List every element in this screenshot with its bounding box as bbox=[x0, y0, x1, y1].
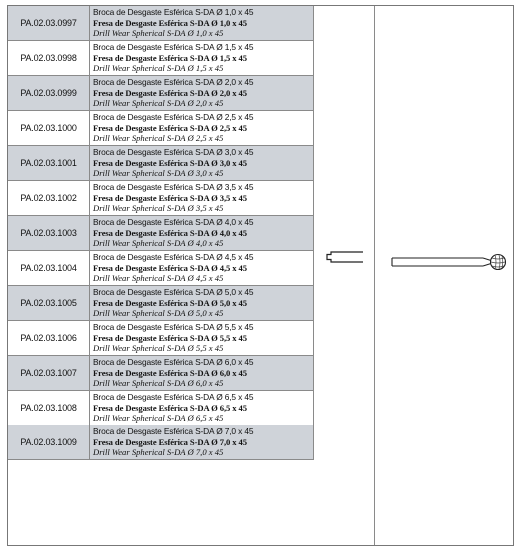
description-en: Drill Wear Spherical S-DA Ø 1,0 x 45 bbox=[93, 28, 224, 38]
product-description bbox=[90, 425, 314, 459]
description-pt: Broca de Desgaste Esférica S-DA Ø 2,5 x 45 bbox=[93, 112, 254, 122]
product-code: PA.02.03.0999 bbox=[8, 76, 90, 110]
product-description bbox=[90, 111, 314, 145]
product-code: PA.02.03.0998 bbox=[8, 41, 90, 75]
description-pt: Broca de Desgaste Esférica S-DA Ø 4,5 x 45 bbox=[93, 252, 254, 262]
description-pt: Broca de Desgaste Esférica S-DA Ø 7,0 x 45 bbox=[93, 426, 254, 436]
description-pt: Broca de Desgaste Esférica S-DA Ø 1,5 x 45 bbox=[93, 42, 254, 52]
description-en: Drill Wear Spherical S-DA Ø 5,5 x 45 bbox=[93, 343, 224, 353]
description-es: Fresa de Desgaste Esférica S-DA Ø 5,0 x 45 bbox=[93, 297, 247, 308]
description-en: Drill Wear Spherical S-DA Ø 1,5 x 45 bbox=[93, 63, 224, 73]
product-description bbox=[90, 76, 314, 110]
description-pt: Broca de Desgaste Esférica S-DA Ø 5,5 x 45 bbox=[93, 322, 254, 332]
table-row bbox=[8, 216, 314, 251]
description-en: Drill Wear Spherical S-DA Ø 2,0 x 45 bbox=[93, 98, 224, 108]
table-row bbox=[8, 391, 314, 426]
description-es: Fresa de Desgaste Esférica S-DA Ø 3,0 x 45 bbox=[93, 157, 247, 168]
product-table bbox=[7, 5, 514, 546]
table-row bbox=[8, 111, 314, 146]
description-en: Drill Wear Spherical S-DA Ø 3,0 x 45 bbox=[93, 168, 224, 178]
description-en: Drill Wear Spherical S-DA Ø 6,0 x 45 bbox=[93, 378, 224, 388]
table-row bbox=[8, 321, 314, 356]
description-pt: Broca de Desgaste Esférica S-DA Ø 3,5 x 45 bbox=[93, 182, 254, 192]
description-es: Fresa de Desgaste Esférica S-DA Ø 1,5 x 45 bbox=[93, 52, 247, 63]
product-description bbox=[90, 321, 314, 355]
product-code: PA.02.03.1007 bbox=[8, 356, 90, 390]
description-es: Fresa de Desgaste Esférica S-DA Ø 3,5 x 45 bbox=[93, 192, 247, 203]
shank-profile-icon bbox=[324, 250, 364, 264]
table-row bbox=[8, 146, 314, 181]
product-code: PA.02.03.1008 bbox=[8, 391, 90, 425]
description-pt: Broca de Desgaste Esférica S-DA Ø 6,5 x 45 bbox=[93, 392, 254, 402]
product-description bbox=[90, 251, 314, 285]
description-en: Drill Wear Spherical S-DA Ø 4,5 x 45 bbox=[93, 273, 224, 283]
table-row bbox=[8, 251, 314, 286]
product-code: PA.02.03.1005 bbox=[8, 286, 90, 320]
spherical-bur-drill-icon bbox=[391, 249, 506, 275]
description-es: Fresa de Desgaste Esférica S-DA Ø 7,0 x 45 bbox=[93, 436, 247, 447]
description-es: Fresa de Desgaste Esférica S-DA Ø 1,0 x 45 bbox=[93, 17, 247, 28]
description-en: Drill Wear Spherical S-DA Ø 5,0 x 45 bbox=[93, 308, 224, 318]
product-description bbox=[90, 286, 314, 320]
description-es: Fresa de Desgaste Esférica S-DA Ø 2,0 x 45 bbox=[93, 87, 247, 98]
product-description bbox=[90, 216, 314, 250]
product-description bbox=[90, 41, 314, 75]
table-row bbox=[8, 425, 314, 460]
shank-column bbox=[314, 6, 375, 545]
product-description bbox=[90, 181, 314, 215]
description-es: Fresa de Desgaste Esférica S-DA Ø 6,5 x 45 bbox=[93, 402, 247, 413]
tool-column bbox=[375, 6, 513, 545]
description-en: Drill Wear Spherical S-DA Ø 6,5 x 45 bbox=[93, 413, 224, 423]
description-pt: Broca de Desgaste Esférica S-DA Ø 6,0 x 45 bbox=[93, 357, 254, 367]
description-pt: Broca de Desgaste Esférica S-DA Ø 5,0 x 45 bbox=[93, 287, 254, 297]
description-es: Fresa de Desgaste Esférica S-DA Ø 5,5 x 45 bbox=[93, 332, 247, 343]
table-row bbox=[8, 41, 314, 76]
product-code: PA.02.03.1002 bbox=[8, 181, 90, 215]
description-en: Drill Wear Spherical S-DA Ø 3,5 x 45 bbox=[93, 203, 224, 213]
product-code: PA.02.03.1006 bbox=[8, 321, 90, 355]
table-row bbox=[8, 6, 314, 41]
description-pt: Broca de Desgaste Esférica S-DA Ø 2,0 x 45 bbox=[93, 77, 254, 87]
description-es: Fresa de Desgaste Esférica S-DA Ø 4,5 x 45 bbox=[93, 262, 247, 273]
product-code: PA.02.03.0997 bbox=[8, 6, 90, 40]
description-es: Fresa de Desgaste Esférica S-DA Ø 2,5 x 45 bbox=[93, 122, 247, 133]
description-es: Fresa de Desgaste Esférica S-DA Ø 4,0 x 45 bbox=[93, 227, 247, 238]
table-row bbox=[8, 356, 314, 391]
product-code: PA.02.03.1004 bbox=[8, 251, 90, 285]
product-description bbox=[90, 146, 314, 180]
product-description bbox=[90, 6, 314, 40]
product-code: PA.02.03.1001 bbox=[8, 146, 90, 180]
description-en: Drill Wear Spherical S-DA Ø 7,0 x 45 bbox=[93, 447, 224, 457]
description-en: Drill Wear Spherical S-DA Ø 2,5 x 45 bbox=[93, 133, 224, 143]
description-pt: Broca de Desgaste Esférica S-DA Ø 3,0 x 45 bbox=[93, 147, 254, 157]
table-row bbox=[8, 181, 314, 216]
table-row bbox=[8, 286, 314, 321]
description-es: Fresa de Desgaste Esférica S-DA Ø 6,0 x 45 bbox=[93, 367, 247, 378]
product-code: PA.02.03.1000 bbox=[8, 111, 90, 145]
product-code: PA.02.03.1003 bbox=[8, 216, 90, 250]
product-code: PA.02.03.1009 bbox=[8, 425, 90, 459]
description-pt: Broca de Desgaste Esférica S-DA Ø 1,0 x 45 bbox=[93, 7, 254, 17]
table-row bbox=[8, 76, 314, 111]
description-pt: Broca de Desgaste Esférica S-DA Ø 4,0 x 45 bbox=[93, 217, 254, 227]
product-description bbox=[90, 356, 314, 390]
product-description bbox=[90, 391, 314, 425]
description-en: Drill Wear Spherical S-DA Ø 4,0 x 45 bbox=[93, 238, 224, 248]
